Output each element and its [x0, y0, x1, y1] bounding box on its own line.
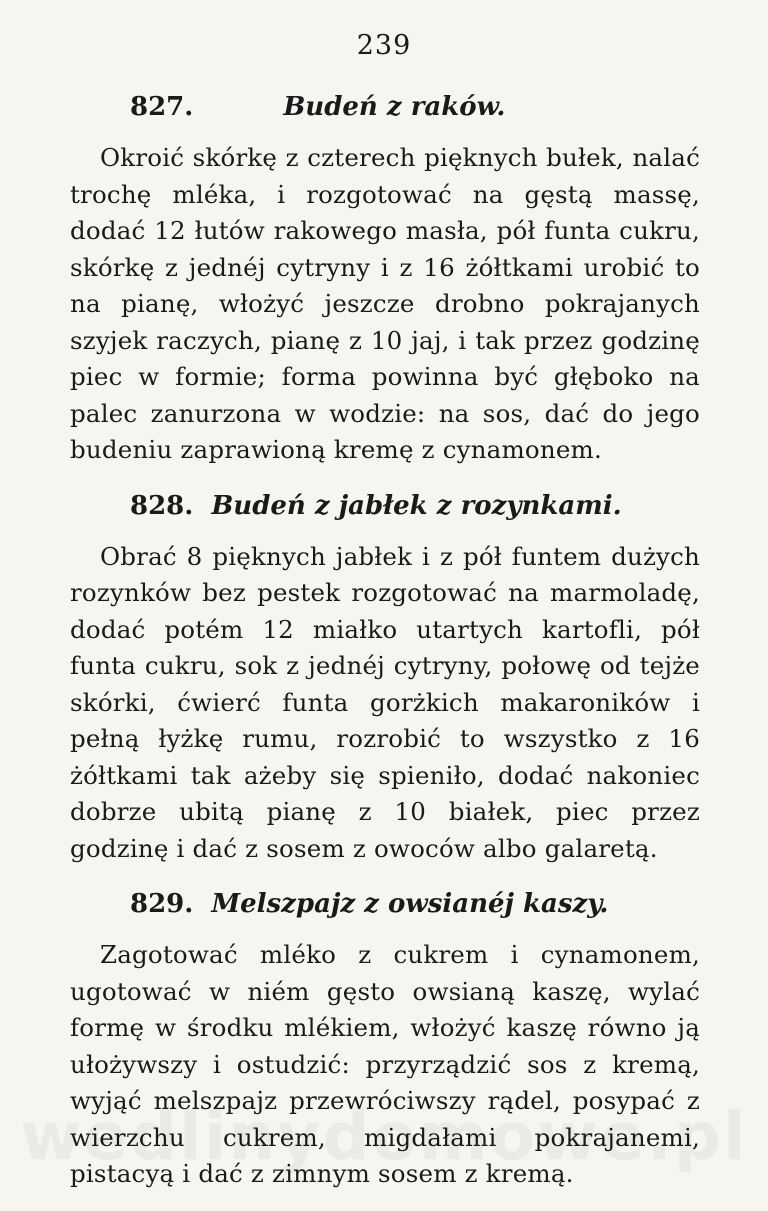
page-number: 239 — [356, 30, 412, 61]
recipe-heading — [70, 487, 700, 525]
page-content — [70, 88, 700, 1211]
recipe-827 — [70, 88, 700, 469]
recipe-body: Obrać 8 pięknych jabłek i z pół funtem dużych rozynków bez pestek rozgotować na marmoladę, dodać potém 12 miałko utartych kartofli, pół funta cukru, sok z jednéj cytryny, połowę od tejże skórki, ćwierć funta gorżkich makaroników i pełną łyżkę rumu, rozrobić to wszystko z 16 żółtkami tak ażeby się spieniło, dodać nakoniec dobrze ubitą pianę z 10 białek, piec przez godzinę i dać z sosem z owoców albo galaretą. — [70, 541, 700, 863]
recipe-number: 829. — [130, 889, 194, 919]
watermark — [0, 1098, 768, 1175]
recipe-body: Zagotować mléko z cukrem i cynamonem, ugotować w niém gęsto owsianą kaszę, wylać formę w środku mlékiem, włożyć kaszę równo ją ułożywszy i ostudzić: przyrządzić sos z kremą, wyjąć melszpajz przewróciwszy rądel, posypać z wierzchu cukrem, migdałami pokrajanemi, pistacyą i dać z zimnym sosem z kremą. — [70, 940, 700, 1188]
recipe-title: Budeń z raków. — [283, 92, 506, 122]
recipe-828 — [70, 487, 700, 868]
recipe-heading — [70, 88, 700, 126]
recipe-number: 828. — [130, 490, 194, 521]
recipe-number: 827. — [130, 92, 194, 122]
recipe-body: Okroić skórkę z czterech pięknych bułek, nalać trochę mléka, i rozgotować na gęstą massę, dodać 12 łutów rakowego masła, pół funta cukru, skórkę z jednéj cytryny i z 16 żółtkami urobić to na pianę, włożyć jeszcze drobno pokrajanych szyjek raczych, pianę z 10 jaj, i tak przez godzinę piec w formie; forma powinna być głęboko na palec zanurzona w wodzie: na sos, dać do jego budeniu zaprawioną kremę z cynamonem. — [70, 143, 700, 464]
recipe-heading — [70, 885, 700, 923]
recipe-title: Budeń z jabłek z rozynkami. — [211, 490, 622, 521]
recipe-title: Melszpajz z owsianéj kaszy. — [211, 889, 609, 919]
